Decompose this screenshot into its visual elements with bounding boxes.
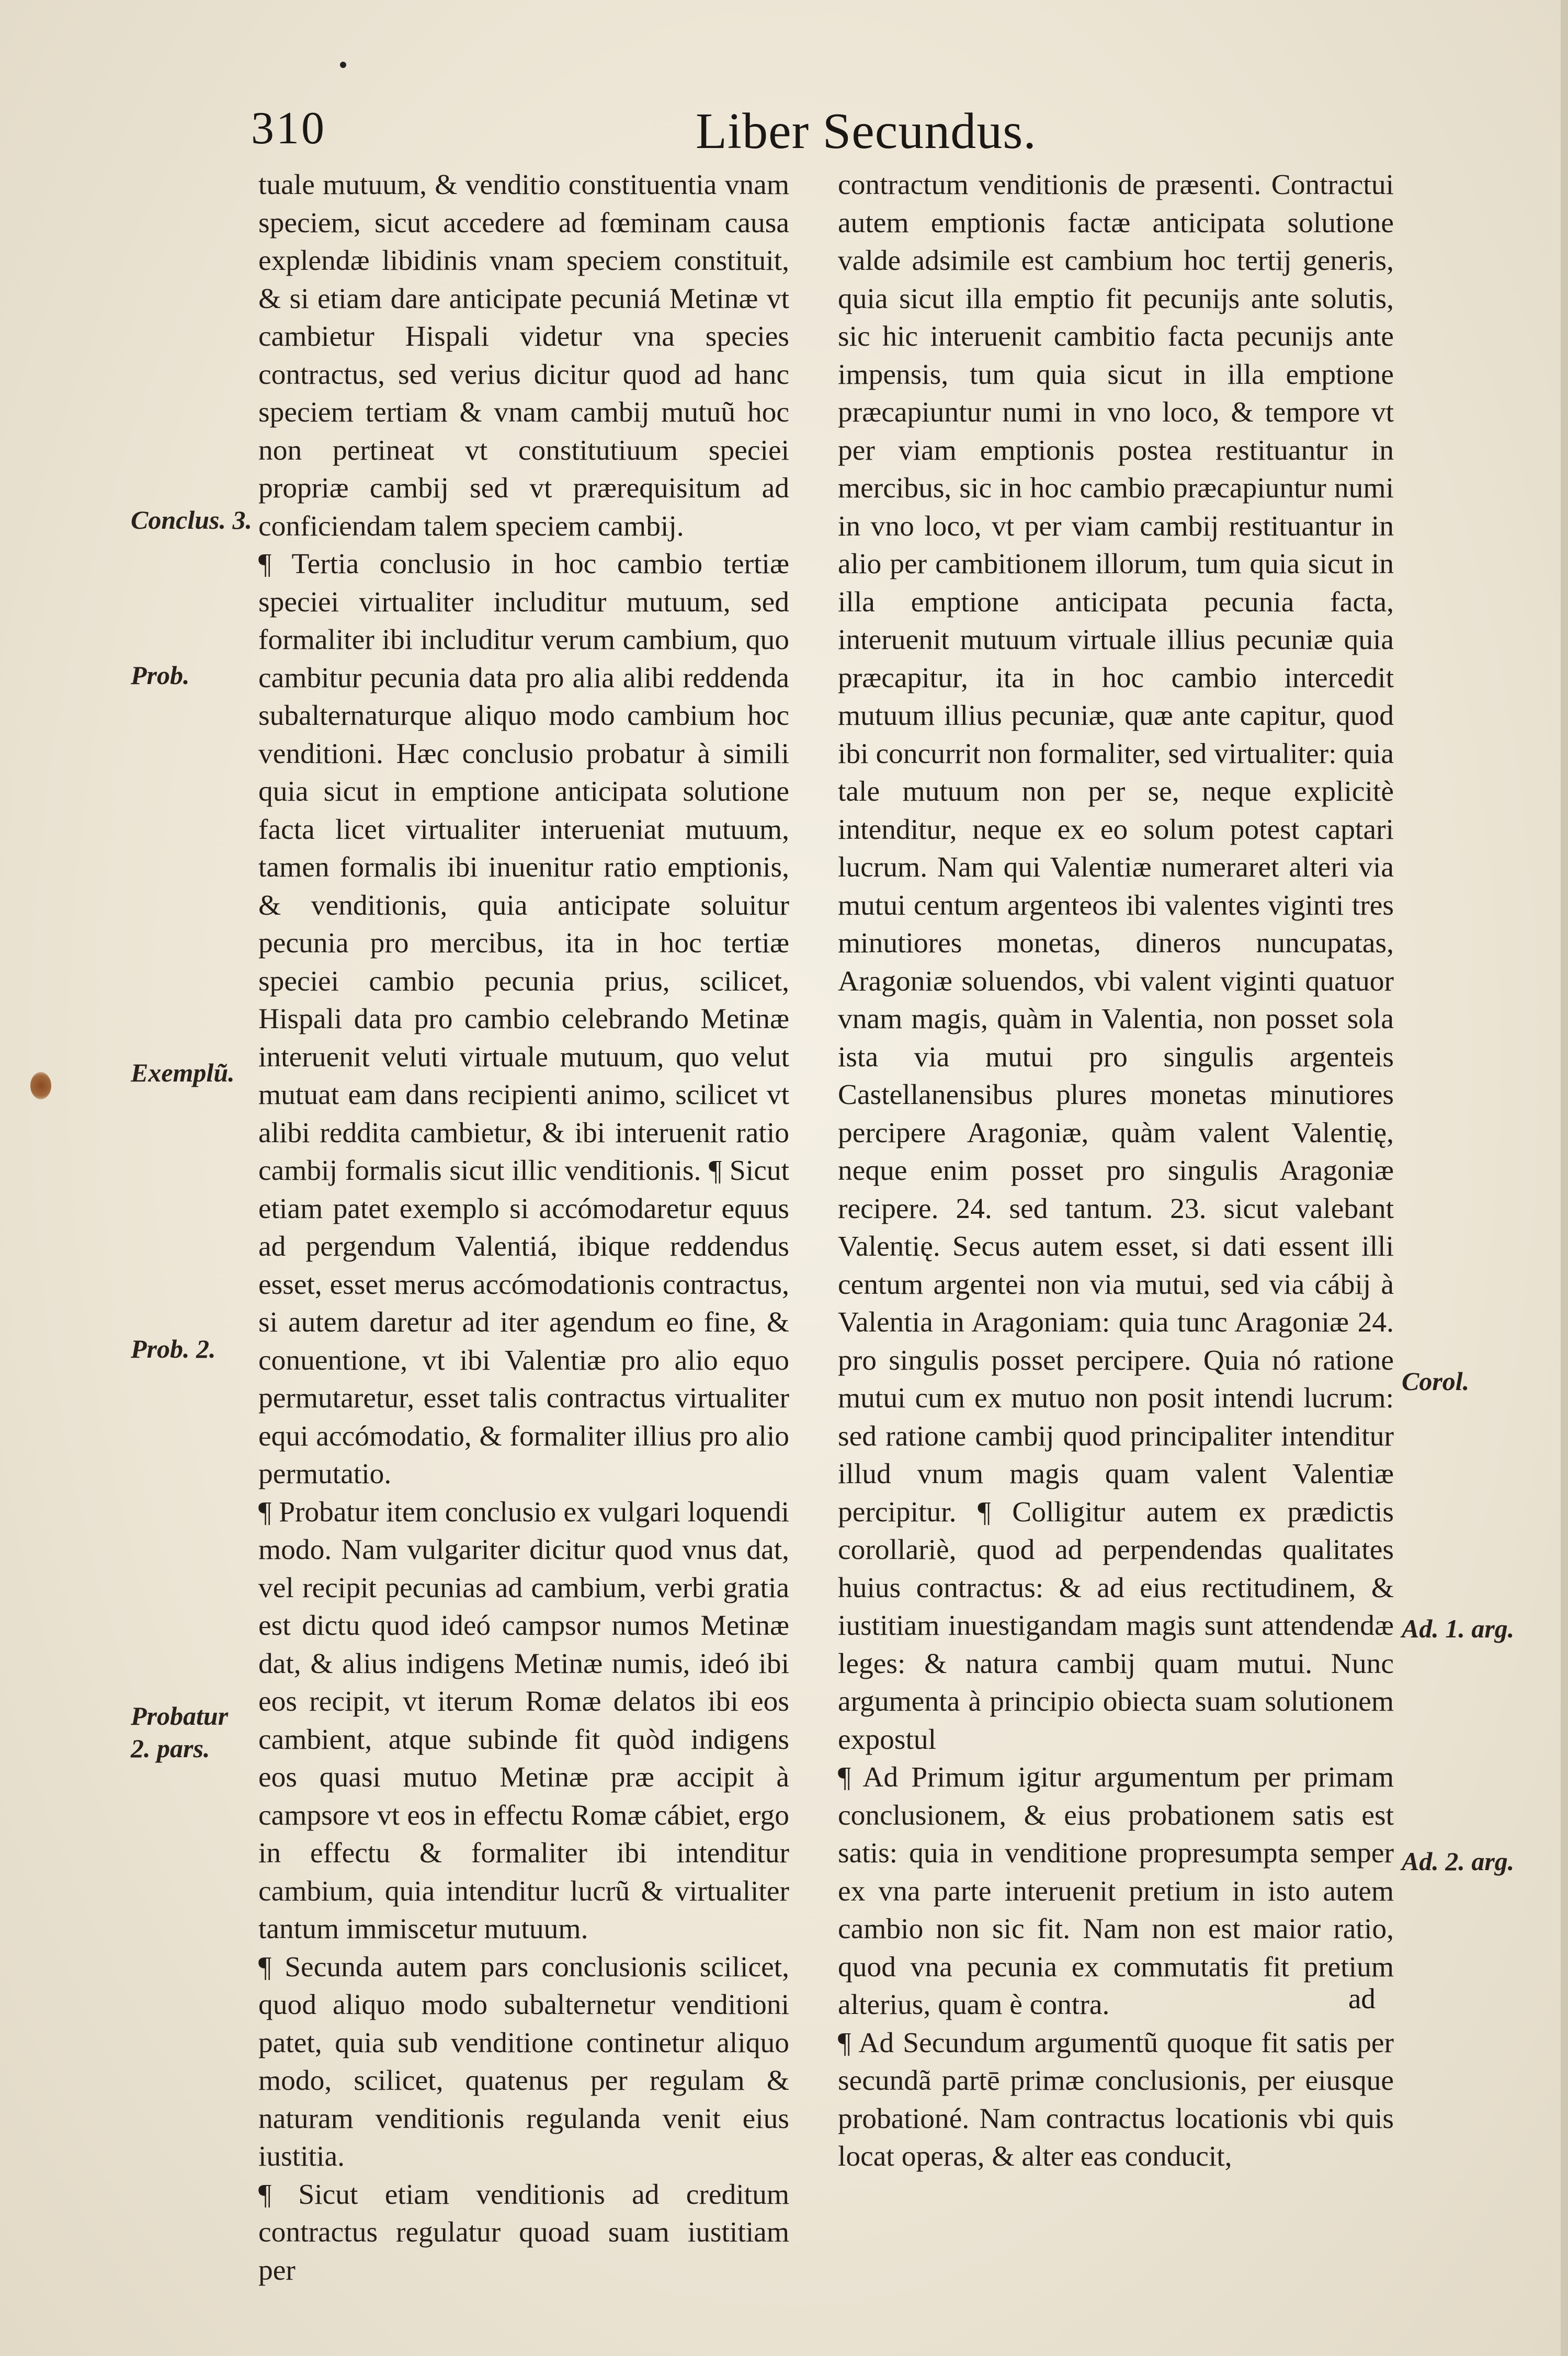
right-paragraph-2: ¶ Ad Primum igitur argumentum per primam conclusionem, & eius probationem satis est satis: quia in venditione propresumpta semper ex vna parte interuenit pretium in isto autem cambio non sic fit. Nam non est maior ratio, quod vna pecunia ex commutatis fit pretium alterius, quam è contra. <box>838 1761 1394 2021</box>
left-column <box>258 166 789 2290</box>
running-head: Liber Secundus. <box>696 103 1037 160</box>
page-header <box>251 102 1412 160</box>
margin-note-prob: Prob. <box>131 661 190 690</box>
margin-note-prob-2: Prob. 2. <box>131 1334 216 1363</box>
margin-note-conclusio-3: Conclus. 3. <box>131 505 253 534</box>
page-number: 310 <box>251 103 326 154</box>
left-paragraph-2: ¶ Tertia conclusio in hoc cambio tertiæ speciei virtualiter includitur mutuum, sed formaliter ibi includitur verum cambium, quo cambitur pecunia data pro alia alibi reddenda subalternaturque aliquo modo cambium hoc venditioni. Hæc conclusio probatur à simili quia sicut in emptione anticipata solutione facta licet virtualiter interueniat mutuum, tamen formalis ibi inuenitur ratio emptionis, & venditionis, quia anticipate soluitur pecunia pro mercibus, ita in hoc tertiæ speciei cambio pecunia prius, scilicet, Hispali data pro cambio celebrando Metinæ interuenit veluti virtuale mutuum, quo velut mutuat eam dans recipienti animo, scilicet vt alibi reddita cambietur, & ibi interuenit ratio cambij formalis sicut illic venditionis. ¶ Sicut etiam patet exemplo si accómodaretur equus ad pergendum Valentiá, ibique reddendus esset, esset merus accómodationis contractus, si autem daretur ad iter agendum eo fine, & conuentione, vt ibi Valentiæ pro alio equo permutaretur, esset talis contractus virtualiter equi accómodatio, & formaliter illius pro alio permutatio. <box>258 548 789 1490</box>
margin-note-corollarium: Corol. <box>1402 1367 1470 1396</box>
margin-note-2-pars: 2. pars. <box>131 1734 210 1763</box>
right-column <box>838 166 1394 2176</box>
margin-note-exemplum: Exemplũ. <box>131 1058 235 1087</box>
left-paragraph-5: ¶ Sicut etiam venditionis ad creditum contractus regulatur quoad suam iustitiam per <box>258 2178 789 2286</box>
left-paragraph-4: ¶ Secunda autem pars conclusionis scilicet, quod aliquo modo subalternetur venditioni patet, quia sub venditione continetur aliquo modo, scilicet, quatenus per regulam & naturam venditionis regulanda venit eius iustitia. <box>258 1951 789 2172</box>
margin-note-ad-2-arg: Ad. 2. arg. <box>1402 1847 1515 1876</box>
margin-note-probatur-2-pars <box>131 1700 228 1765</box>
ink-dot <box>340 62 346 68</box>
margin-note-ad-1-arg: Ad. 1. arg. <box>1402 1614 1515 1643</box>
margin-note-probatur: Probatur <box>131 1701 229 1731</box>
page-edge <box>1561 0 1568 2356</box>
catchword: ad <box>1348 1983 1376 2014</box>
left-paragraph-3: ¶ Probatur item conclusio ex vulgari loquendi modo. Nam vulgariter dicitur quod vnus dat, vel recipit pecunias ad cambium, verbi gratia est dictu quod ideó campsor numos Metinæ dat, & alius indigens Metinæ numis, ideó ibi eos recipit, vt iterum Romæ delatos ibi eos cambient, atque subinde fit quòd indigens eos quasi mutuo Metinæ præ accipit à campsore vt eos in effectu Romæ cábiet, ergo in effectu & formaliter ibi intenditur cambium, quia intenditur lucrũ & virtualiter tantum immiscetur mutuum. <box>258 1496 789 1945</box>
ink-stain <box>30 1072 51 1099</box>
right-paragraph-1: contractum venditionis de præsenti. Contractui autem emptionis factæ anticipata solutione valde adsimile est cambium hoc tertij generis, quia sicut illa emptio fit pecunijs ante solutis, sic hic interuenit cambitio facta pecunijs ante impensis, tum quia sicut in illa emptione præcapiuntur numi in vno loco, & tempore vt per viam emptionis postea restituantur in mercibus, sic in hoc cambio præcapiuntur numi in vno loco, vt per viam cambij restituantur in alio per cambitionem illorum, tum quia sicut in illa emptione anticipata pecunia facta, interuenit mutuum virtuale illius pecuniæ quia præcapitur, ita in hoc cambio intercedit mutuum illius pecuniæ, quæ ante capitur, quod ibi concurrit non formaliter, sed virtualiter: quia tale mutuum non per se, neque explicitè intenditur, neque ex eo solum potest captari lucrum. Nam qui Valentiæ numeraret alteri via mutui centum argenteos ibi valentes viginti tres minutiores monetas, dineros nuncupatas, Aragoniæ soluendos, vbi valent viginti quatuor vnam magis, quàm in Valentia, non posset sola ista via mutui pro singulis argenteis Castellanensibus plures monetas minutiores percipere Aragoniæ, quàm valent Valentię, neque enim posset pro singulis Aragoniæ recipere. 24. sed tantum. 23. sicut valebant Valentię. Secus autem esset, si dati essent illi centum argentei non via mutui, sed via cábij à Valentia in Aragoniam: quia tunc Aragoniæ 24. pro singulis posset percipere. Quia nó ratione mutui cum ex mutuo non posit intendi lucrum: sed ratione cambij quod principaliter intenditur illud vnum magis quam valent Valentiæ percipitur. ¶ Colligitur autem ex prædictis corollariè, quod ad perpendendas qualitates huius contractus: & ad eius rectitudinem, & iustitiam inuestigandam magis sunt attendendæ leges: & natura cambij quam mutui. Nunc argumenta à principio obiecta suam solutionem expostul <box>838 169 1394 1756</box>
right-paragraph-3: ¶ Ad Secundum argumentũ quoque fit satis per secundã partē primæ conclusionis, per eiusque probationé. Nam contractus locationis vbi quis locat operas, & alter eas conducit, <box>838 2027 1394 2172</box>
left-paragraph-1: tuale mutuum, & venditio constituentia vnam speciem, sicut accedere ad fœminam causa explendæ libidinis vnam speciem constituit, & si etiam dare anticipate pecuniá Metinæ vt cambietur Hispali videtur vna species contractus, sed verius dicitur quod ad hanc speciem tertiam & vnam cambij mutuũ hoc non pertineat vt constitutiuum speciei propriæ cambij sed vt prærequisitum ad conficiendam talem speciem cambij. <box>258 169 789 542</box>
